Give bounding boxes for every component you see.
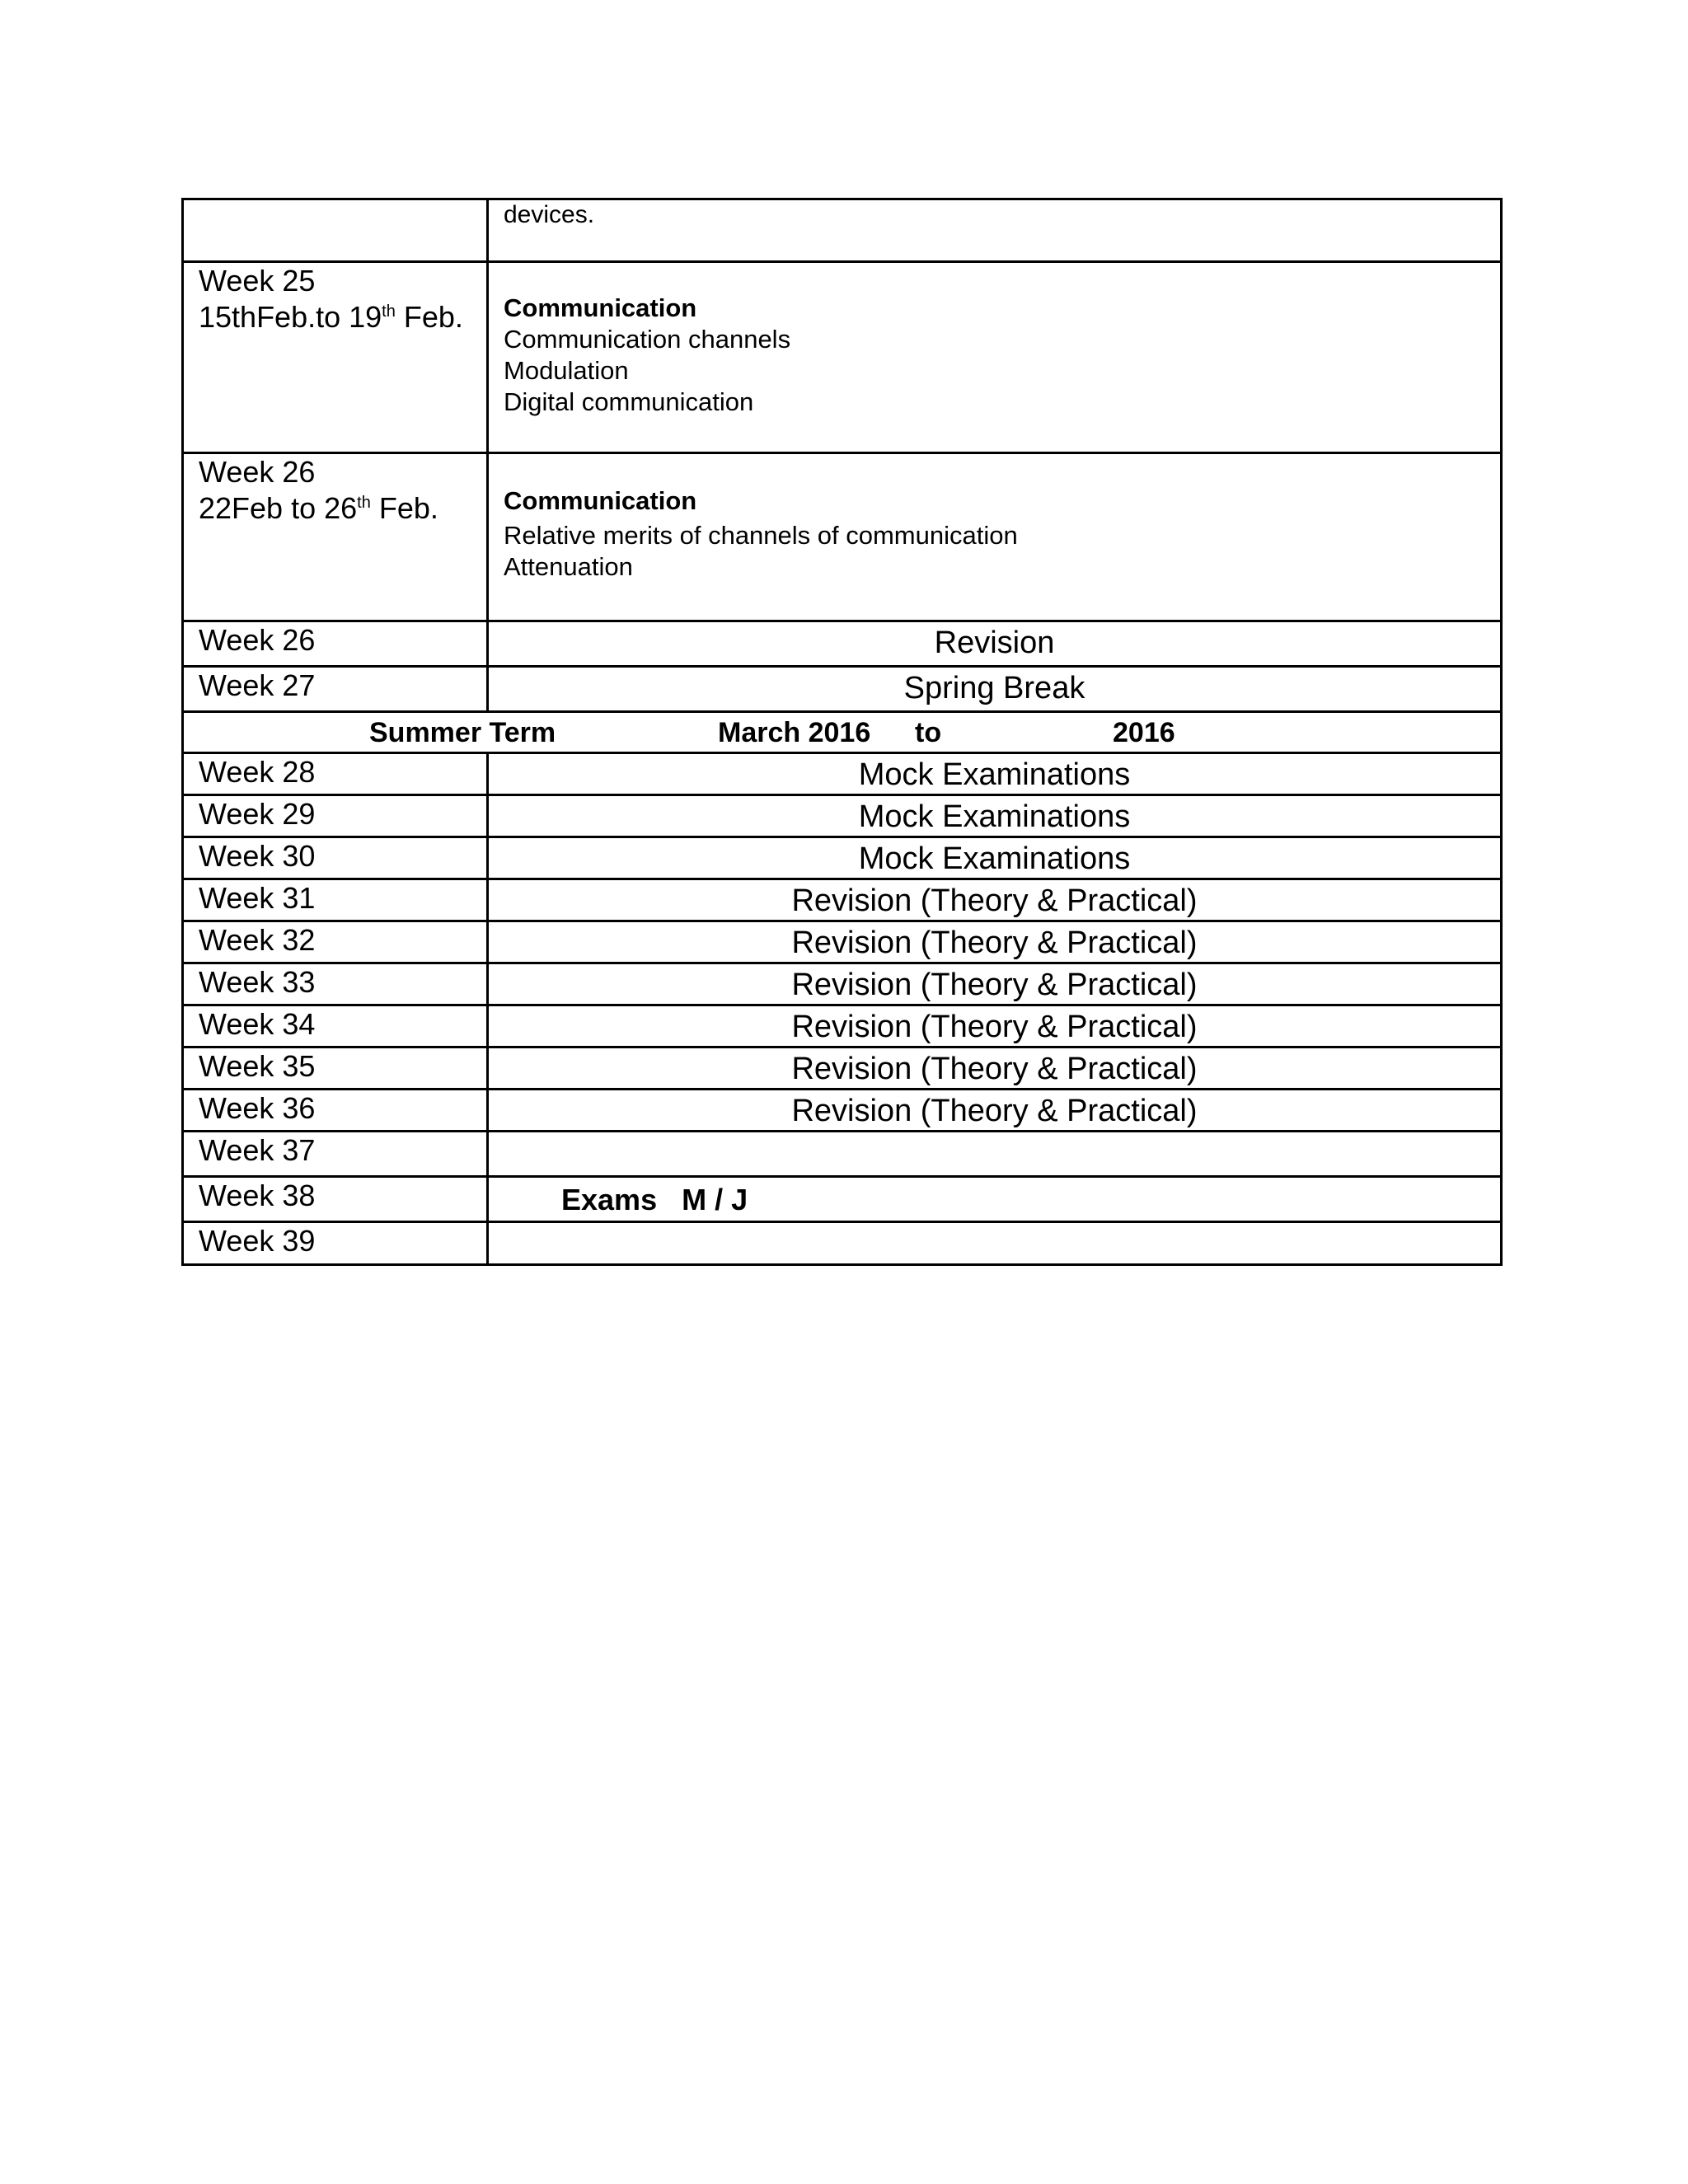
activity-cell: Revision (Theory & Practical) [488, 921, 1502, 963]
topic-title: Communication [504, 293, 697, 322]
week-cell: Week 39 [183, 1222, 488, 1265]
week-cell: Week 28 [183, 753, 488, 795]
topic-line: Relative merits of channels of communication [504, 521, 1018, 550]
topic-line: Digital communication [504, 387, 754, 416]
table-row [183, 837, 1502, 879]
term-to: to [915, 717, 942, 748]
topic-line: Communication channels [504, 325, 791, 354]
week-cell: Week 36 [183, 1090, 488, 1132]
week-cell: Week 33 [183, 963, 488, 1005]
week-cell [183, 453, 488, 621]
week-dates: 15thFeb.to 19th Feb. [199, 300, 463, 334]
week-cell: Week 26 [183, 621, 488, 667]
topic-line: Modulation [504, 356, 629, 385]
activity-cell: Mock Examinations [488, 753, 1502, 795]
table-row [183, 1005, 1502, 1047]
week-label: Week 26 [199, 455, 316, 489]
topic-cell [488, 199, 1502, 262]
week-cell: Week 31 [183, 879, 488, 921]
table-row [183, 621, 1502, 667]
exam-label: Exams M / J [561, 1183, 748, 1216]
week-cell: Week 35 [183, 1047, 488, 1090]
week-cell [183, 199, 488, 262]
activity-cell [488, 1132, 1502, 1177]
table-row [183, 963, 1502, 1005]
topic-line: Attenuation [504, 552, 633, 581]
topic-cell [488, 262, 1502, 453]
activity-cell: Revision (Theory & Practical) [488, 963, 1502, 1005]
term-end: 2016 [1113, 717, 1175, 748]
table-row [183, 1047, 1502, 1090]
table-row [183, 667, 1502, 712]
week-cell: Week 29 [183, 795, 488, 837]
table-row [183, 753, 1502, 795]
topic-title: Communication [504, 486, 697, 515]
term-header-row [183, 712, 1502, 753]
week-cell: Week 34 [183, 1005, 488, 1047]
week-cell [183, 262, 488, 453]
week-cell: Week 32 [183, 921, 488, 963]
activity-cell: Revision [488, 621, 1502, 667]
week-label: Week 25 [199, 264, 316, 298]
week-dates: 22Feb to 26th Feb. [199, 491, 438, 525]
exam-cell [488, 1177, 1502, 1222]
activity-cell: Mock Examinations [488, 795, 1502, 837]
table-row [183, 1132, 1502, 1177]
topic-cell [488, 453, 1502, 621]
continued-topic: devices. [504, 201, 595, 228]
table-row [183, 1222, 1502, 1265]
table-row [183, 453, 1502, 621]
term-header [183, 712, 1502, 753]
term-start: March 2016 [718, 717, 871, 748]
table-row [183, 1090, 1502, 1132]
table-row [183, 795, 1502, 837]
table-row [183, 199, 1502, 262]
scheme-of-work-sheet [181, 198, 1500, 1266]
activity-cell: Revision (Theory & Practical) [488, 1005, 1502, 1047]
scheme-of-work-table [181, 198, 1503, 1266]
table-row [183, 1177, 1502, 1222]
activity-cell: Spring Break [488, 667, 1502, 712]
table-row [183, 262, 1502, 453]
week-cell: Week 27 [183, 667, 488, 712]
week-cell: Week 38 [183, 1177, 488, 1222]
table-row [183, 921, 1502, 963]
activity-cell: Revision (Theory & Practical) [488, 1047, 1502, 1090]
activity-cell: Mock Examinations [488, 837, 1502, 879]
activity-cell [488, 1222, 1502, 1265]
table-row [183, 879, 1502, 921]
term-label: Summer Term [369, 717, 556, 748]
week-cell: Week 37 [183, 1132, 488, 1177]
activity-cell: Revision (Theory & Practical) [488, 1090, 1502, 1132]
activity-cell: Revision (Theory & Practical) [488, 879, 1502, 921]
week-cell: Week 30 [183, 837, 488, 879]
